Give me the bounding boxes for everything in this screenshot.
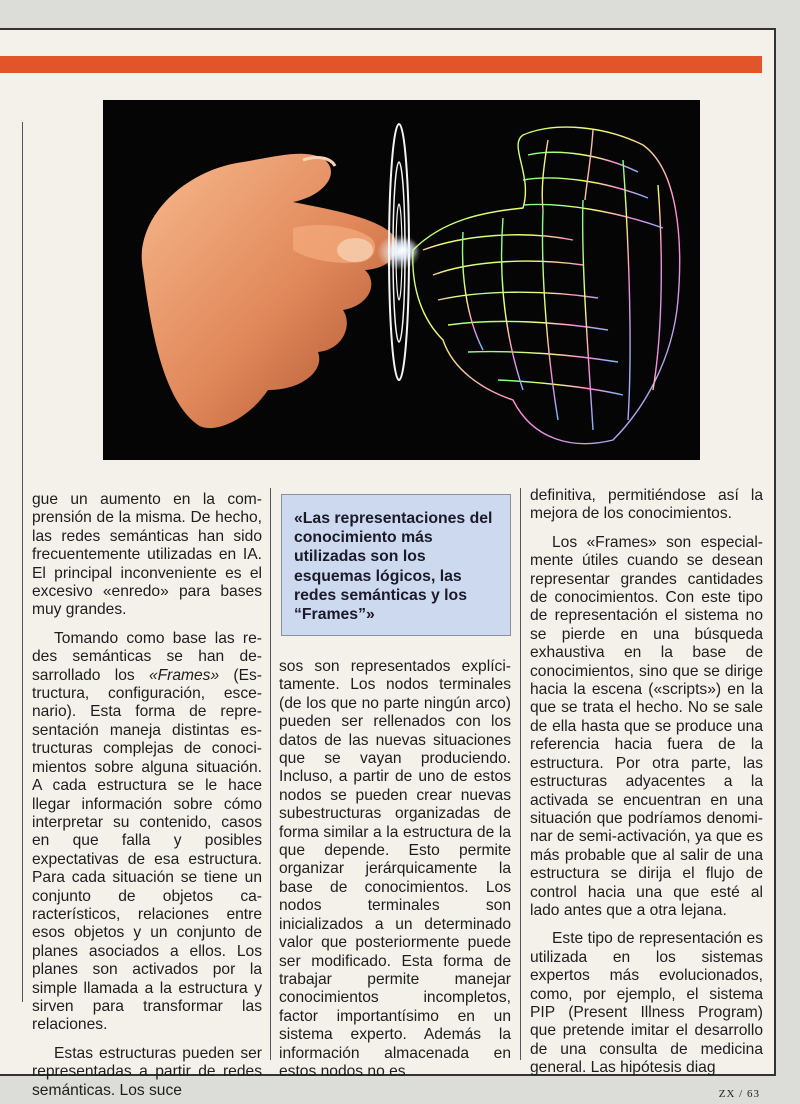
paragraph: Este tipo de representación es utilizada en los sistemas expertos más evolucionados, como, por ejemplo, el sistema PIP (Present Illness Program) que pretende imitar el desarrollo de una consulta de medicina general. Las hipótesis diag xyxy=(530,930,763,1077)
page-folio: ZX / 63 xyxy=(718,1088,760,1100)
column-rule-1 xyxy=(270,488,271,1060)
frames-term: «Frames» xyxy=(148,666,220,684)
paragraph: Los «Frames» son especialmente útiles cuando se desean representar grandes cantidades de conocimientos. Con este tipo de representación el sistema no se pierde en una búsqueda exhaustiva en la base de conocimientos, sino que se dirige hacia la escena («scripts») en la que se trata el hecho. No se sale de ella hasta que se produce una referencia hacia fuera de la estructura. Por otra parte, las estructuras adyacentes a la activada se encuentran en una situación que podríamos denominar de semi-activación, ya que es más probable que al salir de una estructura se dirija el flujo de control hacia una que esté al lado antes que a otra lejana. xyxy=(530,533,763,919)
paragraph: Tomando como base las redes semánticas se han desarrollado los «Frames» (Estructura, configuración, escenario). Esta forma de representación maneja distintas estructuras complejas de conocimientos sobre alguna situación. A cada estructura se le hace llegar información sobre cómo interpretar su contenido, casos en que falla y posibles expectativas de esa estructura. Para cada situación se tiene un conjunto de objetos característicos, relaciones entre esos objetos y un conjunto de planes asociados a ellos. Los planes son activados por la simple llamada a la estructura y sirven para transformar las relaciones. xyxy=(32,629,262,1034)
real-hand-icon xyxy=(142,154,397,428)
paragraph: sos son representados explícitamente. Los nodos terminales (de los que no parte ningún arco) pueden ser rellenados con los datos de las nuevas situaciones que se vayan produciendo. Incluso, a partir de uno de estos nodos se pueden crear nuevas subestructuras organizadas de forma similar a la estructura de la que depende. Esto permite organizar jerárquicamente la base de conocimientos. Los nodos terminales son inicializados a un determinado valor que posteriormente puede ser modificado. Esta forma de trabajar permite manejar conocimientos incompletos, factor importantísimo en un sistema experto. Además la información almacenada en estos nodos no es xyxy=(279,658,511,1080)
contact-glow xyxy=(387,238,419,262)
illustration-figure xyxy=(103,100,700,460)
wireframe-hand-icon xyxy=(413,127,680,443)
paragraph: Estas estructuras pueden ser representadas a partir de redes semánticas. Los suce xyxy=(32,1044,262,1099)
article-column-1 xyxy=(32,491,262,1100)
paragraph: gue un aumento en la comprensión de la misma. De hecho, las redes semánticas han sido frecuentemente utilizadas en IA. El principal inconveniente es el excesivo «enredo» para bases muy grandes. xyxy=(32,491,262,619)
pull-quote: «Las representaciones del conocimiento más utilizadas son los esquemas lógicos, las redes semánticas y los “Frames”» xyxy=(281,494,511,636)
column-rule-2 xyxy=(520,488,521,1060)
left-margin-rule xyxy=(22,122,23,1002)
illustration-svg xyxy=(103,100,700,460)
paragraph: definitiva, permitiéndose así la mejora de los conocimientos. xyxy=(530,487,763,523)
article-column-3 xyxy=(530,487,763,1078)
article-column-2 xyxy=(279,658,511,1081)
accent-bar xyxy=(0,56,762,73)
